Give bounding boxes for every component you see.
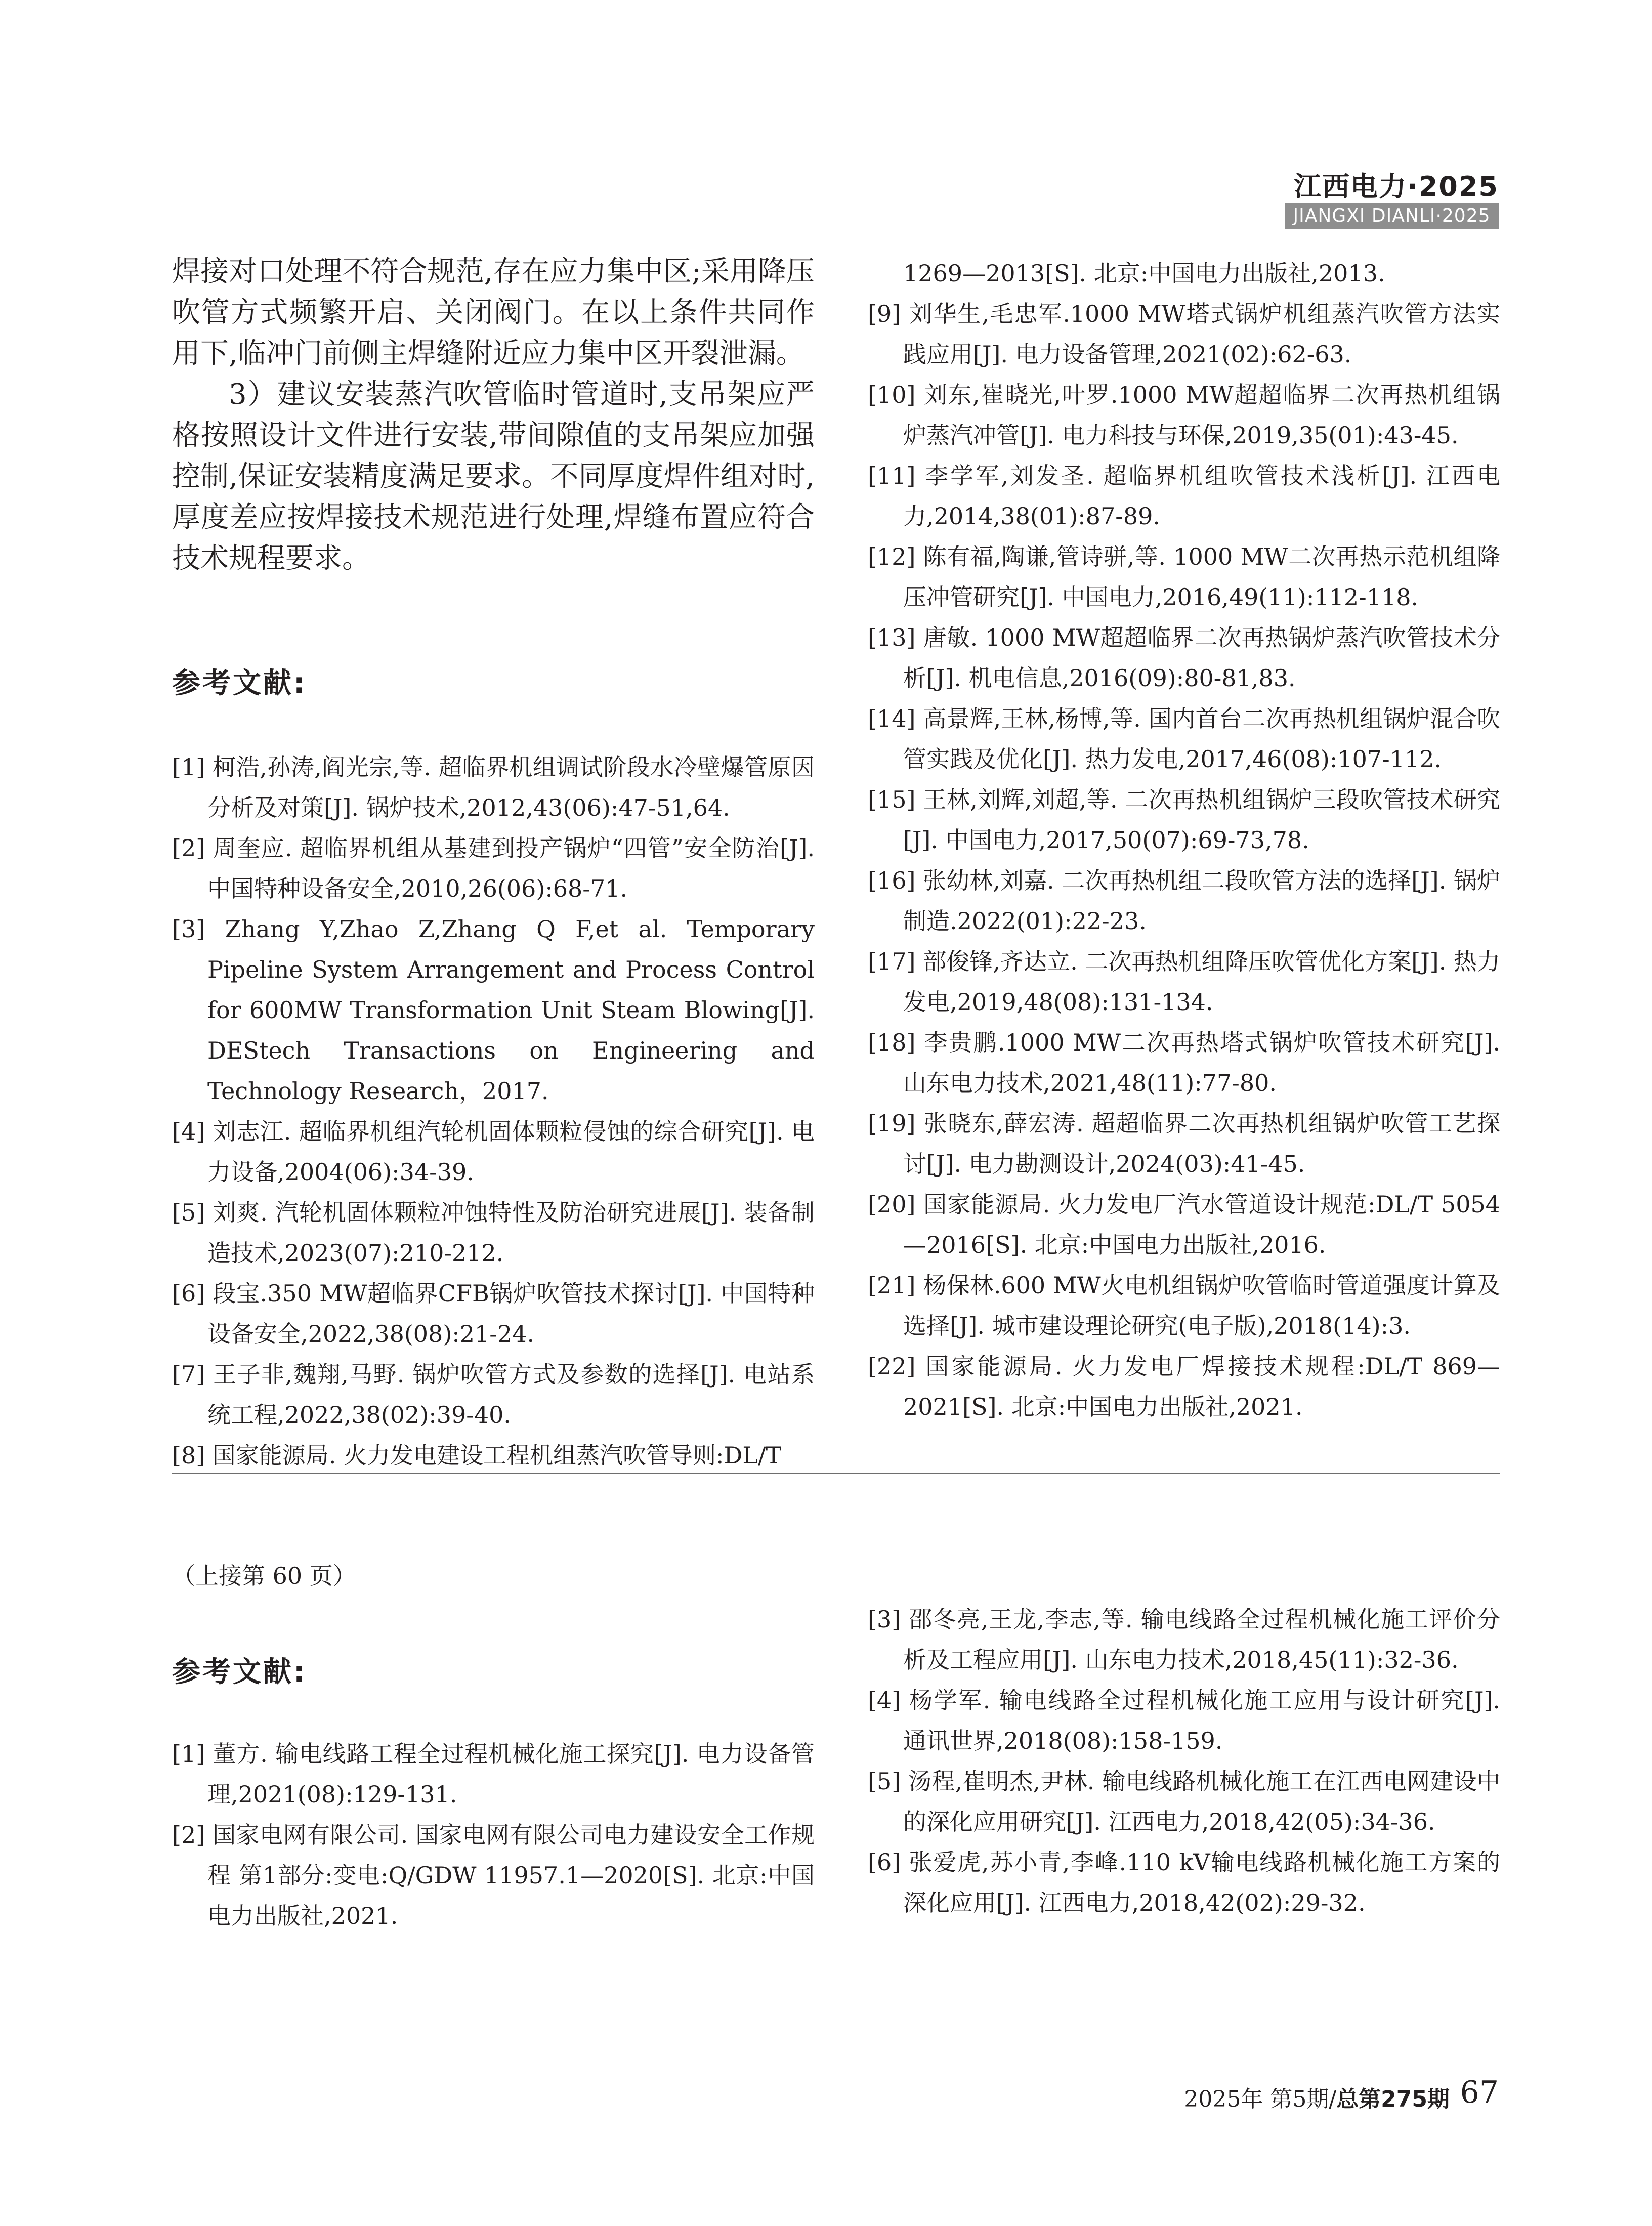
reference-item: [3] Zhang Y,Zhao Z,Zhang Q F,et al. Temporary Pipeline System Arrangement and Process Control for 600MW Transformation Unit Steam Blowing[J]. DEStech Transactions on Engineering and Technology Research，2017. bbox=[172, 915, 815, 1105]
reference-item: [4] 杨学军. 输电线路全过程机械化施工应用与设计研究[J]. 通讯世界,2018(08):158-159. bbox=[868, 1687, 1500, 1754]
reference-item: [22] 国家能源局. 火力发电厂焊接技术规程:DL/T 869—2021[S]. 北京:中国电力出版社,2021. bbox=[868, 1353, 1500, 1420]
reference-item: [5] 刘爽. 汽轮机固体颗粒冲蚀特性及防治研究进展[J]. 装备制造技术,2023(07):210-212. bbox=[172, 1199, 815, 1267]
references-heading: 参考文献: bbox=[172, 667, 307, 700]
reference-item: [15] 王林,刘辉,刘超,等. 二次再热机组锅炉三段吹管技术研究[J]. 中国电力,2017,50(07):69-73,78. bbox=[868, 786, 1500, 854]
issue-prefix: 2025年 第5期/ bbox=[1184, 2086, 1337, 2112]
references-heading: 参考文献: bbox=[172, 1656, 307, 1689]
reference-item: [12] 陈有福,陶谦,管诗骈,等. 1000 MW二次再热示范机组降压冲管研究[J]. 中国电力,2016,49(11):112-118. bbox=[868, 543, 1500, 611]
reference-list-left bbox=[172, 747, 815, 1476]
reference-item: [6] 张爱虎,苏小青,李峰.110 kV输电线路机械化施工方案的深化应用[J]. 江西电力,2018,42(02):29-32. bbox=[868, 1849, 1500, 1916]
reference-list-bottom-left bbox=[172, 1734, 815, 1936]
reference-continuation: 1269—2013[S]. 北京:中国电力出版社,2013. bbox=[903, 260, 1385, 287]
reference-item: [1] 柯浩,孙涛,阎光宗,等. 超临界机组调试阶段水冷壁爆管原因分析及对策[J]. 锅炉技术,2012,43(06):47-51,64. bbox=[172, 753, 815, 821]
reference-item: [6] 段宝.350 MW超临界CFB锅炉吹管技术探讨[J]. 中国特种设备安全,2022,38(08):21-24. bbox=[172, 1280, 815, 1348]
reference-item: [13] 唐敏. 1000 MW超超临界二次再热锅炉蒸汽吹管技术分析[J]. 机电信息,2016(09):80-81,83. bbox=[868, 624, 1500, 692]
reference-item: [10] 刘东,崔晓光,叶罗.1000 MW超超临界二次再热机组锅炉蒸汽冲管[J]. 电力科技与环保,2019,35(01):43-45. bbox=[868, 381, 1500, 449]
reference-item: [3] 邵冬亮,王龙,李志,等. 输电线路全过程机械化施工评价分析及工程应用[J]. 山东电力技术,2018,45(11):32-36. bbox=[868, 1606, 1500, 1673]
reference-item: [20] 国家能源局. 火力发电厂汽水管道设计规范:DL/T 5054—2016[S]. 北京:中国电力出版社,2016. bbox=[868, 1191, 1500, 1258]
reference-item: [16] 张幼林,刘嘉. 二次再热机组二段吹管方法的选择[J]. 锅炉制造.2022(01):22-23. bbox=[868, 867, 1500, 935]
reference-item: [7] 王子非,魏翔,马野. 锅炉吹管方式及参数的选择[J]. 电站系统工程,2022,38(02):39-40. bbox=[172, 1361, 815, 1429]
section-divider bbox=[172, 1473, 1500, 1474]
reference-item: [17] 部俊锋,齐达立. 二次再热机组降压吹管优化方案[J]. 热力发电,2019,48(08):131-134. bbox=[868, 948, 1500, 1016]
reference-item: [18] 李贵鹏.1000 MW二次再热塔式锅炉吹管技术研究[J]. 山东电力技术,2021,48(11):77-80. bbox=[868, 1029, 1500, 1097]
reference-item: [19] 张晓东,薛宏涛. 超超临界二次再热机组锅炉吹管工艺探讨[J]. 电力勘测设计,2024(03):41-45. bbox=[868, 1110, 1500, 1178]
reference-item: [11] 李学军,刘发圣. 超临界机组吹管技术浅析[J]. 江西电力,2014,38(01):87-89. bbox=[868, 462, 1500, 530]
reference-item: [5] 汤程,崔明杰,尹林. 输电线路机械化施工在江西电网建设中的深化应用研究[J]. 江西电力,2018,42(05):34-36. bbox=[868, 1768, 1500, 1835]
reference-item: [14] 高景辉,王林,杨博,等. 国内首台二次再热机组锅炉混合吹管实践及优化[J]. 热力发电,2017,46(08):107-112. bbox=[868, 705, 1500, 773]
journal-title: 江西电力·2025 bbox=[1294, 171, 1499, 202]
journal-subtitle-banner: JIANGXI DIANLI·2025 bbox=[1285, 203, 1499, 229]
reference-item: [8] 国家能源局. 火力发电建设工程机组蒸汽吹管导则:DL/T bbox=[172, 1442, 782, 1469]
issue-info bbox=[1184, 2081, 1450, 2113]
reference-item: [2] 国家电网有限公司. 国家电网有限公司电力建设安全工作规程 第1部分:变电:Q/GDW 11957.1—2020[S]. 北京:中国电力出版社,2021. bbox=[172, 1821, 815, 1929]
issue-total: 总第275期 bbox=[1336, 2086, 1450, 2112]
reference-list-bottom-right bbox=[868, 1599, 1500, 1923]
reference-item: [2] 周奎应. 超临界机组从基建到投产锅炉“四管”安全防治[J]. 中国特种设备安全,2010,26(06):68-71. bbox=[172, 834, 815, 902]
reference-item: [1] 董方. 输电线路工程全过程机械化施工探究[J]. 电力设备管理,2021(08):129-131. bbox=[172, 1740, 815, 1808]
body-paragraph: 焊接对口处理不符合规范,存在应力集中区;采用降压吹管方式频繁开启、关闭阀门。在以上条件共同作用下,临冲门前侧主焊缝附近应力集中区开裂泄漏。 bbox=[172, 255, 815, 370]
body-paragraph: 3）建议安装蒸汽吹管临时管道时,支吊架应严格按照设计文件进行安装,带间隙值的支吊架应加强控制,保证安装精度满足要求。不同厚度焊件组对时,厚度差应按焊接技术规范进行处理,焊缝布置应符合技术规程要求。 bbox=[172, 378, 815, 575]
page-number: 67 bbox=[1460, 2075, 1499, 2110]
reference-item: [21] 杨保林.600 MW火电机组锅炉吹管临时管道强度计算及选择[J]. 城市建设理论研究(电子版),2018(14):3. bbox=[868, 1272, 1500, 1339]
body-text-block bbox=[172, 251, 815, 579]
reference-item: [9] 刘华生,毛忠军.1000 MW塔式锅炉机组蒸汽吹管方法实践应用[J]. 电力设备管理,2021(02):62-63. bbox=[868, 300, 1500, 368]
reference-list-right bbox=[868, 253, 1500, 1427]
continued-from-note: （上接第 60 页） bbox=[172, 1562, 356, 1589]
reference-item: [4] 刘志江. 超临界机组汽轮机固体颗粒侵蚀的综合研究[J]. 电力设备,2004(06):34-39. bbox=[172, 1118, 815, 1186]
